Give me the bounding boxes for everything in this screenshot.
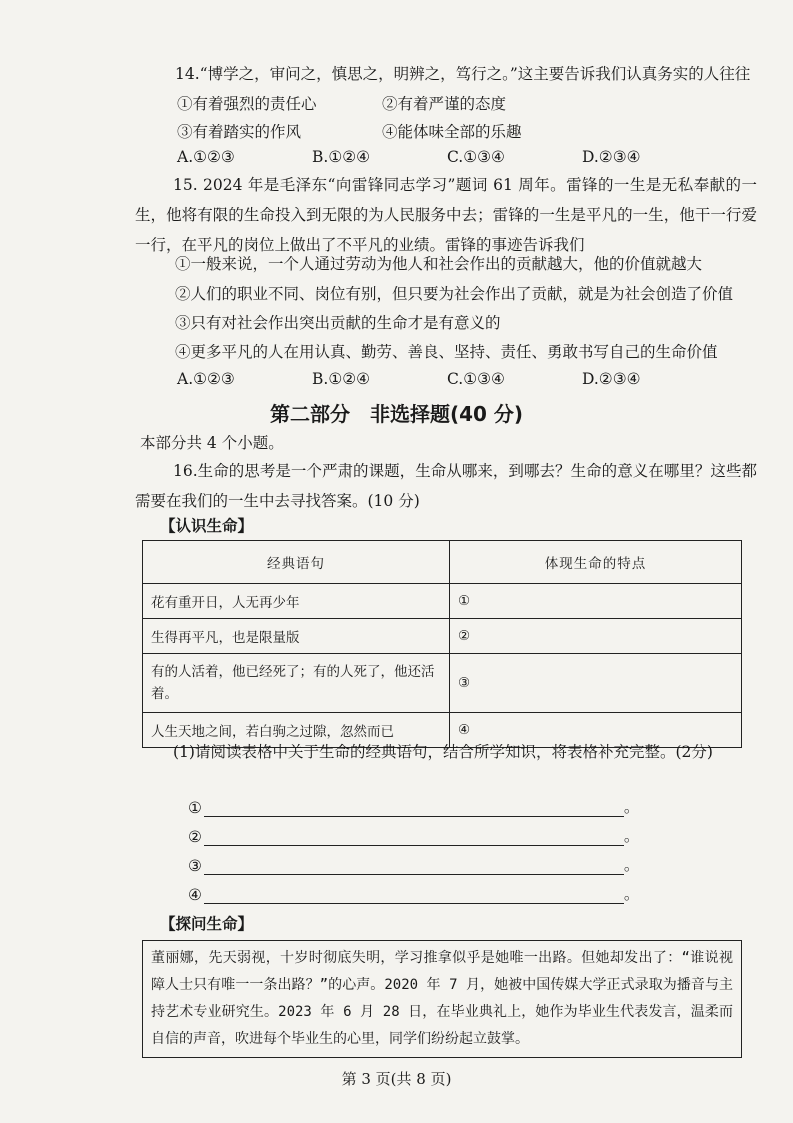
q15-choices	[177, 370, 641, 388]
answer-blank-2[interactable]	[188, 824, 639, 846]
q15-choice-c: C.①③④	[447, 370, 505, 388]
q16-sub1: (1)请阅读表格中关于生命的经典语句，结合所学知识，将表格补充完整。(2分)	[173, 743, 713, 761]
q15-option-4: ④更多平凡的人在用认真、勤劳、善良、坚持、责任、勇敢书写自己的生命价值	[175, 343, 718, 361]
blank-end: 。	[623, 827, 640, 845]
answer-blank-4[interactable]	[188, 882, 639, 904]
q14-option-4: ④能体味全部的乐趣	[382, 123, 522, 141]
q14-options-row1	[177, 92, 506, 114]
q15-option-1: ①一般来说，一个人通过劳动为他人和社会作出的贡献越大，他的价值就越大	[175, 255, 703, 273]
table-row	[143, 584, 742, 619]
q15-stem: 15. 2024 年是毛泽东“向雷锋同志学习”题词 61 周年。雷锋的一生是无私奉献的一生，他将有限的生命投入到无限的为人民服务中去；雷锋的一生是平凡的一生，他干一行爱一行，在平凡的岗位上做出了不平凡的业绩。雷锋的事迹告诉我们	[135, 176, 757, 254]
q14-choice-a: A.①②③	[177, 148, 235, 166]
blank-marker: ④	[188, 886, 202, 904]
table-header-feature: 体现生命的特点	[450, 541, 742, 584]
blank-end: 。	[623, 885, 640, 903]
part2-intro: 本部分共 4 个小题。	[140, 434, 284, 452]
q14-choices	[177, 148, 641, 166]
blank-line[interactable]	[204, 856, 624, 875]
quotes-table	[142, 540, 742, 748]
table-cell-feature: ②	[450, 619, 742, 654]
table-cell-quote: 有的人活着，他已经死了；有的人死了，他还活着。	[143, 654, 450, 713]
table-header-quote: 经典语句	[143, 541, 450, 584]
q14-choice-c: C.①③④	[447, 148, 505, 166]
q15-choice-d: D.②③④	[582, 370, 641, 388]
table-cell-quote: 花有重开日，人无再少年	[143, 584, 450, 619]
q15-option-3: ③只有对社会作出突出贡献的生命才是有意义的	[175, 314, 501, 332]
q15-choice-b: B.①②④	[312, 370, 371, 388]
table-row	[143, 619, 742, 654]
q14-option-2: ②有着严谨的态度	[382, 95, 507, 113]
story-box: 董丽娜，先天弱视，十岁时彻底失明，学习推拿似乎是她唯一出路。但她却发出了：“谁说视障人士只有唯一一条出路？”的心声。2020 年 7 月，她被中国传媒大学正式录取为播音与主持艺术专业研究生。2023 年 6 月 28 日，在毕业典礼上，她作为毕业生代表发言，温柔而自信的声音，吹进每个毕业生的心里，同学们纷纷起立鼓掌。	[142, 940, 742, 1058]
blank-line[interactable]	[204, 798, 624, 817]
q15-option-2: ②人们的职业不同、岗位有别，但只要为社会作出了贡献，就是为社会创造了价值	[175, 285, 734, 303]
part2-title: 第二部分 非选择题(40 分)	[269, 402, 524, 426]
blank-end: 。	[623, 798, 640, 816]
table-cell-feature: ④	[450, 713, 742, 748]
blank-line[interactable]	[204, 885, 624, 904]
table-cell-feature: ③	[450, 654, 742, 713]
table-cell-quote: 生得再平凡，也是限量版	[143, 619, 450, 654]
blank-end: 。	[623, 856, 640, 874]
q14-choice-b: B.①②④	[312, 148, 371, 166]
q14-options-row2	[177, 120, 522, 142]
q14-option-1: ①有着强烈的责任心	[177, 95, 317, 113]
table-header-row	[143, 541, 742, 584]
answer-blank-3[interactable]	[188, 853, 639, 875]
blank-marker: ②	[188, 828, 202, 846]
page-footer: 第 3 页(共 8 页)	[341, 1070, 452, 1088]
q14-stem: 14.“博学之，审问之，慎思之，明辨之，笃行之。”这主要告诉我们认真务实的人往往	[175, 65, 751, 83]
blank-marker: ③	[188, 857, 202, 875]
q15-choice-a: A.①②③	[177, 370, 235, 388]
q14-option-3: ③有着踏实的作风	[177, 123, 302, 141]
q16-stem: 16.生命的思考是一个严肃的课题，生命从哪来，到哪去？生命的意义在哪里？这些都需要在我们的一生中去寻找答案。(10 分)	[135, 462, 757, 510]
q14-choice-d: D.②③④	[582, 148, 641, 166]
table-cell-quote: 人生天地之间，若白驹之过隙，忽然而已	[143, 713, 450, 748]
table-cell-feature: ①	[450, 584, 742, 619]
answer-blank-1[interactable]	[188, 795, 639, 817]
blank-marker: ①	[188, 799, 202, 817]
table-row	[143, 654, 742, 713]
section-know-life: 【认识生命】	[160, 517, 254, 535]
blank-line[interactable]	[204, 827, 624, 846]
section-explore-life: 【探问生命】	[160, 915, 254, 933]
